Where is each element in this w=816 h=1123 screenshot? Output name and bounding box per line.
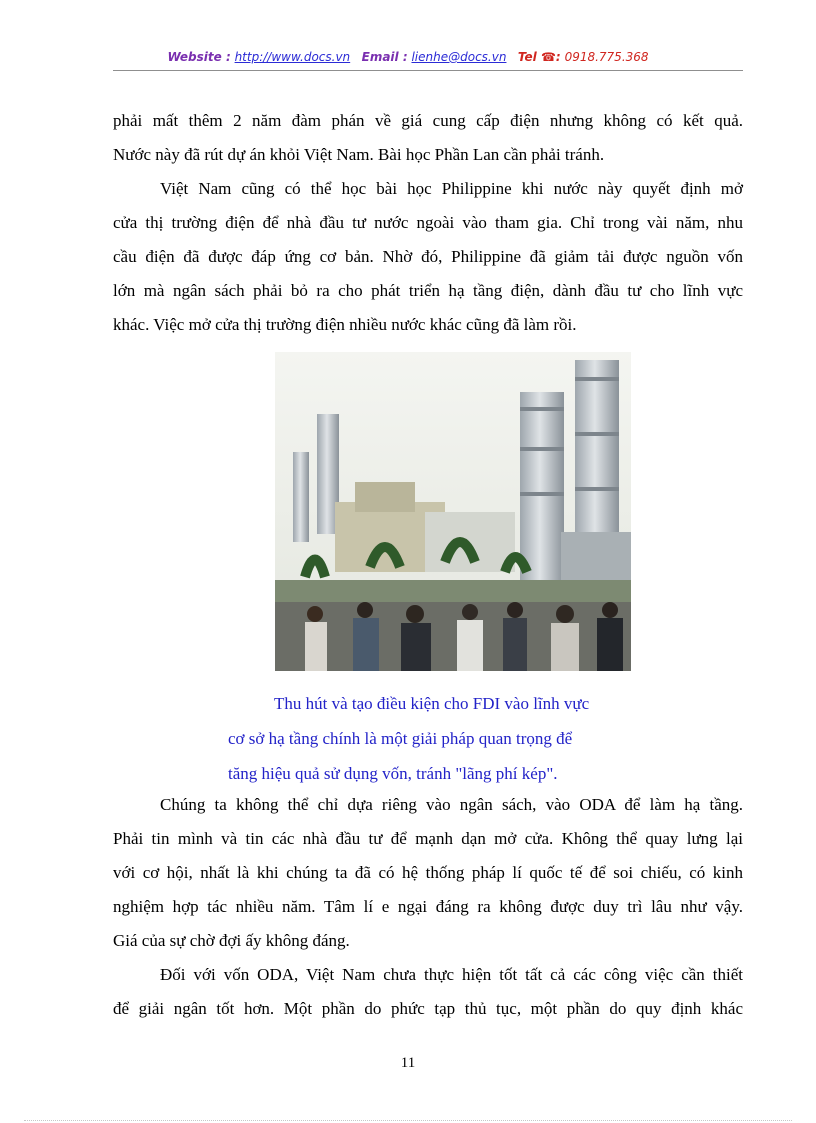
tel-label: Tel ☎: [517,50,561,64]
text-line: Việt Nam cũng có thể học bài học Philippine khi nước này quyết định mở [160,179,743,198]
text-line: với cơ hội, nhất là khi chúng ta đã có hệ thống pháp lí quốc tế để soi chiếu, có kinh [113,863,743,882]
text-line: khác. Việc mở cửa thị trường điện nhiều nước khác cũng đã làm rồi. [113,315,577,334]
text-line: nghiệm hợp tác nhiều năm. Tâm lí e ngại đáng ra không được duy trì lâu như vậy. [113,897,743,916]
text-line: cửa thị trường điện để nhà đầu tư nước ngoài vào tham gia. Chỉ trong vài năm, nhu [113,213,743,232]
text-line: cầu điện đã được đáp ứng cơ bản. Nhờ đó, Philippine đã giảm tải được nguồn vốn [113,247,743,266]
email-link[interactable]: lienhe@docs.vn [411,50,507,64]
text-line: phải mất thêm 2 năm đàm phán về giá cung cấp điện nhưng không có kết quả. [113,111,743,130]
page-number: 11 [400,1055,416,1071]
text-line: Chúng ta không thể chỉ dựa riêng vào ngân sách, vào ODA để làm hạ tầng. [160,795,743,814]
image-caption [228,686,628,791]
caption-line: cơ sở hạ tầng chính là một giải pháp quan trọng để [228,729,573,748]
paragraph-2 [113,172,743,342]
power-plant-photo [275,352,631,671]
text-line: để giải ngân tốt hơn. Một phần do phức tạp thủ tục, một phần do quy định khác [113,999,743,1018]
paragraph-1 [113,104,743,172]
text-line: Giá của sự chờ đợi ấy không đáng. [113,931,350,950]
paragraph-4 [113,958,743,1026]
caption-line: tăng hiệu quả sử dụng vốn, tránh "lãng phí kép". [228,764,558,783]
power-plant-image [275,352,631,671]
text-line: Phải tin mình và tin các nhà đầu tư để mạnh dạn mở cửa. Không thể quay lưng lại [113,829,743,848]
tel-number: 0918.775.368 [564,50,649,64]
website-link[interactable]: http://www.docs.vn [234,50,351,64]
email-label: Email : [361,50,408,64]
page-bottom-border [24,1120,792,1121]
text-line: lớn mà ngân sách phải bỏ ra cho phát triển hạ tầng điện, dành đầu tư cho lĩnh vực [113,281,743,300]
header-divider [113,70,743,71]
paragraph-3 [113,788,743,958]
text-line: Đối với vốn ODA, Việt Nam chưa thực hiện tốt tất cả các công việc cần thiết [160,965,743,984]
text-line: Nước này đã rút dự án khỏi Việt Nam. Bài học Phần Lan cần phải tránh. [113,145,605,164]
website-label: Website : [167,50,231,64]
page-header [0,50,816,64]
caption-line: Thu hút và tạo điều kiện cho FDI vào lĩnh vực [274,694,590,713]
